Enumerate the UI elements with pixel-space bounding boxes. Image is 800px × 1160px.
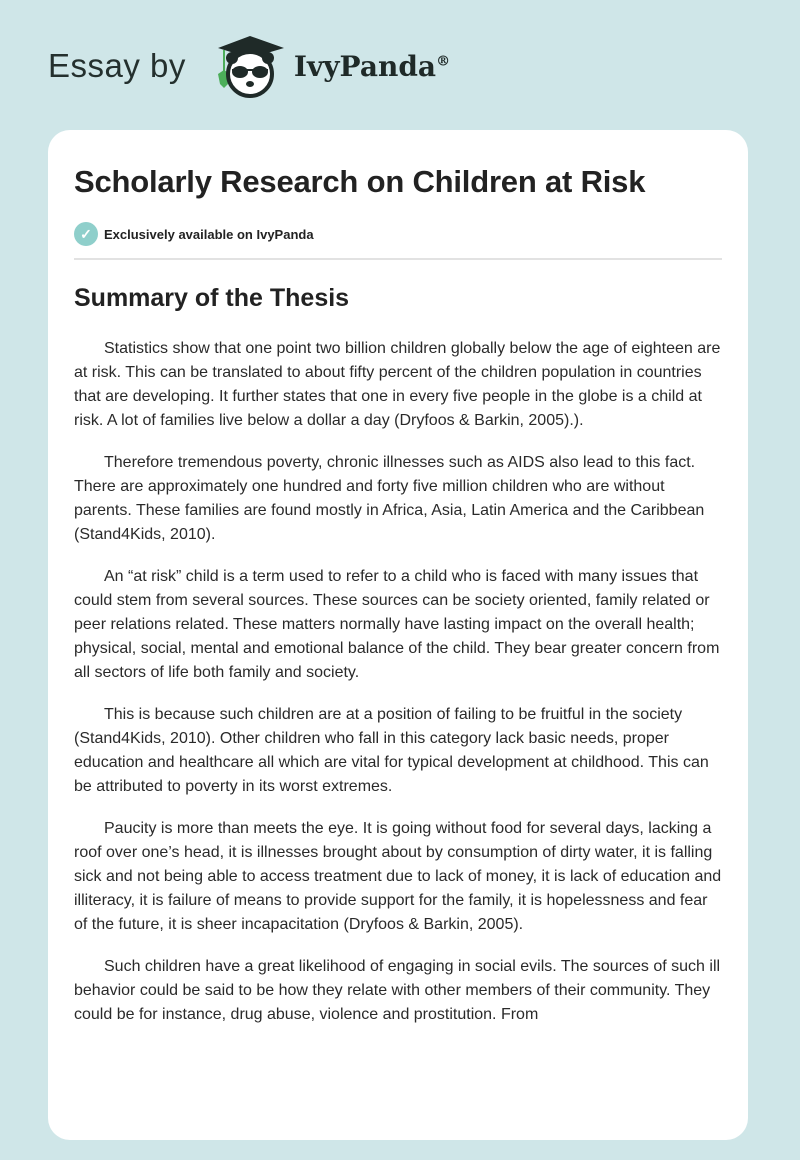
- paragraph: This is because such children are at a position of failing to be fruitful in the society (Stand4Kids, 2010). Other children who fall in this category lack basic needs, proper education and healthcare all which are vital for typical development at childhood. This can be attributed to poverty in its worst extremes.: [74, 706, 709, 795]
- site-header: [48, 36, 450, 96]
- paragraph: An “at risk” child is a term used to refer to a child who is faced with many issues that could stem from several sources. These sources can be society oriented, family related or peer relations related. These matters normally have lasting impact on the overall health; physical, social, mental and emotional balance of the child. They bear greater concern from all sectors of life both family and society.: [74, 568, 720, 681]
- panda-logo-icon: [204, 30, 290, 102]
- brand-text: IvyPanda: [293, 49, 437, 83]
- paragraph: Therefore tremendous poverty, chronic illnesses such as AIDS also lead to this fact. There are approximately one hundred and forty five million children who are without parents. These families are found mostly in Africa, Asia, Latin America and the Caribbean (Stand4Kids, 2010).: [74, 454, 705, 543]
- check-icon: ✓: [74, 222, 98, 246]
- essay-card: [48, 130, 748, 1140]
- divider: [74, 258, 722, 260]
- page-title: Scholarly Research on Children at Risk: [74, 164, 646, 199]
- ivypanda-logo[interactable]: [204, 30, 450, 102]
- registered-mark: ®: [436, 53, 451, 70]
- paragraph: Statistics show that one point two billion children globally below the age of eighteen are at risk. This can be translated to about fifty percent of the children population in countries that are developing. It further states that one in every five people in the globe is a child at risk. A lot of families live below a dollar a day (Dryfoos & Barkin, 2005).).: [74, 340, 721, 429]
- brand-name: [294, 50, 450, 83]
- paragraph: Such children have a great likelihood of engaging in social evils. The sources of such ill behavior could be said to be how they relate with other members of their community. They could be for instance, drug abuse, violence and prostitution. From: [74, 958, 721, 1023]
- paragraph: Paucity is more than meets the eye. It is going without food for several days, lacking a roof over one’s head, it is illnesses brought about by consumption of dirty water, it is falling sick and not being able to access treatment due to lack of money, it is lack of education and illiteracy, it is failure of means to provide support for the family, it is hopelessness and fear of the future, it is sheer incapacitation (Dryfoos & Barkin, 2005).: [74, 820, 722, 933]
- section-heading: Summary of the Thesis: [74, 284, 350, 312]
- exclusive-badge: [74, 222, 722, 246]
- badge-text: Exclusively available on IvyPanda: [104, 226, 314, 242]
- essay-by-label: Essay by: [48, 47, 186, 84]
